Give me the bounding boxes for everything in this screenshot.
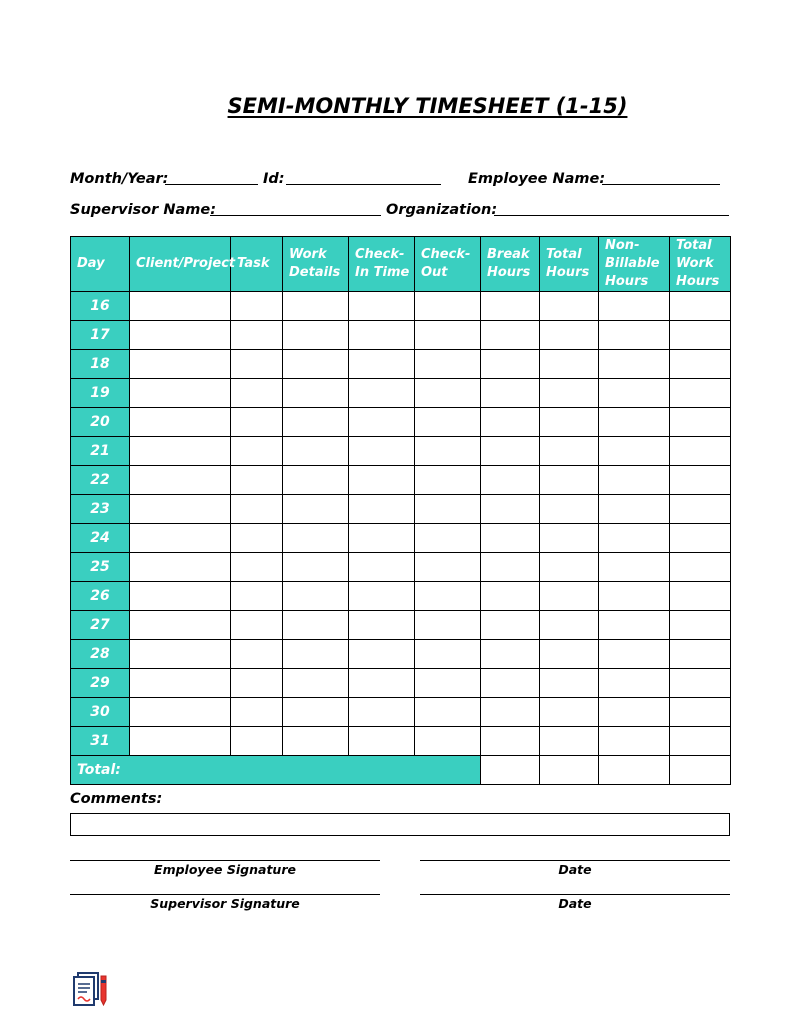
entry-cell[interactable] xyxy=(415,611,481,640)
entry-cell[interactable] xyxy=(540,524,599,553)
entry-cell[interactable] xyxy=(349,611,415,640)
entry-cell[interactable] xyxy=(130,698,231,727)
header-cell: Check- Out xyxy=(415,237,481,292)
entry-cell[interactable] xyxy=(130,553,231,582)
entry-cell[interactable] xyxy=(670,408,731,437)
day-cell: 28 xyxy=(71,640,130,669)
day-cell: 17 xyxy=(71,321,130,350)
entry-cell[interactable] xyxy=(540,669,599,698)
table-row xyxy=(71,321,731,350)
entry-cell[interactable] xyxy=(231,640,283,669)
entry-cell[interactable] xyxy=(283,727,349,756)
entry-cell[interactable] xyxy=(349,466,415,495)
entry-cell[interactable] xyxy=(599,669,670,698)
total-cell[interactable] xyxy=(540,756,599,785)
entry-cell[interactable] xyxy=(540,408,599,437)
entry-cell[interactable] xyxy=(540,350,599,379)
entry-cell[interactable] xyxy=(481,727,540,756)
entry-cell[interactable] xyxy=(540,437,599,466)
table-row xyxy=(71,495,731,524)
entry-cell[interactable] xyxy=(670,611,731,640)
entry-cell[interactable] xyxy=(481,350,540,379)
entry-cell[interactable] xyxy=(283,379,349,408)
date-line-2[interactable] xyxy=(420,894,730,895)
entry-cell[interactable] xyxy=(670,553,731,582)
organization-label: Organization: xyxy=(386,202,498,218)
entry-cell[interactable] xyxy=(415,408,481,437)
entry-cell[interactable] xyxy=(599,321,670,350)
table-row xyxy=(71,669,731,698)
entry-cell[interactable] xyxy=(130,582,231,611)
table-row xyxy=(71,727,731,756)
entry-cell[interactable] xyxy=(415,698,481,727)
entry-cell[interactable] xyxy=(130,379,231,408)
entry-cell[interactable] xyxy=(349,292,415,321)
entry-cell[interactable] xyxy=(481,495,540,524)
entry-cell[interactable] xyxy=(283,466,349,495)
entry-cell[interactable] xyxy=(415,292,481,321)
entry-cell[interactable] xyxy=(481,582,540,611)
entry-cell[interactable] xyxy=(130,437,231,466)
entry-cell[interactable] xyxy=(670,582,731,611)
table-row xyxy=(71,292,731,321)
entry-cell[interactable] xyxy=(231,727,283,756)
entry-cell[interactable] xyxy=(540,379,599,408)
entry-cell[interactable] xyxy=(130,466,231,495)
supervisor-name-field[interactable] xyxy=(210,215,381,216)
header-cell: Total Hours xyxy=(540,237,599,292)
entry-cell[interactable] xyxy=(670,437,731,466)
day-cell: 30 xyxy=(71,698,130,727)
entry-cell[interactable] xyxy=(670,524,731,553)
organization-field[interactable] xyxy=(494,215,729,216)
entry-cell[interactable] xyxy=(415,379,481,408)
header-cell: Work Details xyxy=(283,237,349,292)
comments-label: Comments: xyxy=(70,791,163,807)
entry-cell[interactable] xyxy=(670,698,731,727)
table-row xyxy=(71,553,731,582)
entry-cell[interactable] xyxy=(540,582,599,611)
entry-cell[interactable] xyxy=(481,466,540,495)
entry-cell[interactable] xyxy=(670,669,731,698)
entry-cell[interactable] xyxy=(415,321,481,350)
entry-cell[interactable] xyxy=(283,582,349,611)
entry-cell[interactable] xyxy=(599,408,670,437)
table-row xyxy=(71,408,731,437)
entry-cell[interactable] xyxy=(415,466,481,495)
entry-cell[interactable] xyxy=(130,495,231,524)
entry-cell[interactable] xyxy=(349,727,415,756)
header-cell: Check- In Time xyxy=(349,237,415,292)
entry-cell[interactable] xyxy=(130,611,231,640)
timesheet-table xyxy=(70,236,731,785)
entry-cell[interactable] xyxy=(349,408,415,437)
entry-cell[interactable] xyxy=(130,408,231,437)
entry-cell[interactable] xyxy=(599,466,670,495)
entry-cell[interactable] xyxy=(670,727,731,756)
table-row xyxy=(71,466,731,495)
document-logo-icon xyxy=(72,970,112,1010)
total-label: Total: xyxy=(71,756,481,785)
entry-cell[interactable] xyxy=(231,350,283,379)
entry-cell[interactable] xyxy=(481,437,540,466)
entry-cell[interactable] xyxy=(481,640,540,669)
entry-cell[interactable] xyxy=(415,582,481,611)
entry-cell[interactable] xyxy=(283,437,349,466)
entry-cell[interactable] xyxy=(349,495,415,524)
total-cell[interactable] xyxy=(599,756,670,785)
entry-cell[interactable] xyxy=(231,524,283,553)
entry-cell[interactable] xyxy=(130,524,231,553)
total-cell[interactable] xyxy=(481,756,540,785)
comments-field[interactable] xyxy=(70,813,730,836)
table-row xyxy=(71,524,731,553)
employee-signature-label: Employee Signature xyxy=(154,862,296,877)
header-cell: Non- Billable Hours xyxy=(599,237,670,292)
table-row xyxy=(71,437,731,466)
entry-cell[interactable] xyxy=(599,727,670,756)
header-cell: Task xyxy=(231,237,283,292)
entry-cell[interactable] xyxy=(283,495,349,524)
entry-cell[interactable] xyxy=(670,321,731,350)
entry-cell[interactable] xyxy=(415,553,481,582)
entry-cell[interactable] xyxy=(349,698,415,727)
entry-cell[interactable] xyxy=(481,669,540,698)
day-cell: 29 xyxy=(71,669,130,698)
entry-cell[interactable] xyxy=(283,321,349,350)
entry-cell[interactable] xyxy=(415,727,481,756)
header-cell: Day xyxy=(71,237,130,292)
day-cell: 26 xyxy=(71,582,130,611)
entry-cell[interactable] xyxy=(130,640,231,669)
entry-cell[interactable] xyxy=(481,408,540,437)
day-cell: 16 xyxy=(71,292,130,321)
entry-cell[interactable] xyxy=(283,698,349,727)
entry-cell[interactable] xyxy=(599,495,670,524)
entry-cell[interactable] xyxy=(283,408,349,437)
supervisor-signature-label: Supervisor Signature xyxy=(150,896,300,911)
date-label-2: Date xyxy=(558,896,592,911)
table-row xyxy=(71,611,731,640)
entry-cell[interactable] xyxy=(415,640,481,669)
entry-cell[interactable] xyxy=(231,582,283,611)
total-row xyxy=(71,756,731,785)
entry-cell[interactable] xyxy=(130,321,231,350)
entry-cell[interactable] xyxy=(540,611,599,640)
entry-cell[interactable] xyxy=(349,524,415,553)
entry-cell[interactable] xyxy=(670,640,731,669)
day-cell: 23 xyxy=(71,495,130,524)
entry-cell[interactable] xyxy=(415,669,481,698)
entry-cell[interactable] xyxy=(283,350,349,379)
entry-cell[interactable] xyxy=(599,640,670,669)
table-row xyxy=(71,350,731,379)
entry-cell[interactable] xyxy=(283,553,349,582)
date-line-1[interactable] xyxy=(420,860,730,861)
entry-cell[interactable] xyxy=(231,437,283,466)
header-cell: Break Hours xyxy=(481,237,540,292)
entry-cell[interactable] xyxy=(540,640,599,669)
entry-cell[interactable] xyxy=(599,437,670,466)
entry-cell[interactable] xyxy=(481,553,540,582)
entry-cell[interactable] xyxy=(599,524,670,553)
entry-cell[interactable] xyxy=(599,350,670,379)
entry-cell[interactable] xyxy=(540,495,599,524)
entry-cell[interactable] xyxy=(670,495,731,524)
day-cell: 19 xyxy=(71,379,130,408)
day-cell: 24 xyxy=(71,524,130,553)
entry-cell[interactable] xyxy=(599,582,670,611)
entry-cell[interactable] xyxy=(670,292,731,321)
entry-cell[interactable] xyxy=(670,466,731,495)
entry-cell[interactable] xyxy=(540,698,599,727)
entry-cell[interactable] xyxy=(349,640,415,669)
entry-cell[interactable] xyxy=(349,582,415,611)
entry-cell[interactable] xyxy=(283,524,349,553)
table-row xyxy=(71,582,731,611)
day-cell: 20 xyxy=(71,408,130,437)
table-row xyxy=(71,698,731,727)
entry-cell[interactable] xyxy=(349,350,415,379)
month-year-field[interactable] xyxy=(165,184,258,185)
entry-cell[interactable] xyxy=(349,669,415,698)
entry-cell[interactable] xyxy=(130,727,231,756)
month-year-label: Month/Year: xyxy=(70,171,169,187)
entry-cell[interactable] xyxy=(231,466,283,495)
entry-cell[interactable] xyxy=(349,379,415,408)
entry-cell[interactable] xyxy=(415,495,481,524)
day-cell: 31 xyxy=(71,727,130,756)
employee-signature-line[interactable] xyxy=(70,860,380,861)
entry-cell[interactable] xyxy=(670,379,731,408)
day-cell: 27 xyxy=(71,611,130,640)
supervisor-signature-line[interactable] xyxy=(70,894,380,895)
header-cell: Total Work Hours xyxy=(670,237,731,292)
entry-cell[interactable] xyxy=(231,611,283,640)
entry-cell[interactable] xyxy=(481,379,540,408)
entry-cell[interactable] xyxy=(130,292,231,321)
entry-cell[interactable] xyxy=(349,321,415,350)
entry-cell[interactable] xyxy=(130,669,231,698)
entry-cell[interactable] xyxy=(481,321,540,350)
entry-cell[interactable] xyxy=(481,292,540,321)
entry-cell[interactable] xyxy=(231,495,283,524)
entry-cell[interactable] xyxy=(283,640,349,669)
entry-cell[interactable] xyxy=(283,292,349,321)
day-cell: 18 xyxy=(71,350,130,379)
table-row xyxy=(71,640,731,669)
entry-cell[interactable] xyxy=(540,466,599,495)
entry-cell[interactable] xyxy=(231,321,283,350)
entry-cell[interactable] xyxy=(599,379,670,408)
entry-cell[interactable] xyxy=(540,553,599,582)
entry-cell[interactable] xyxy=(349,553,415,582)
entry-cell[interactable] xyxy=(283,669,349,698)
entry-cell[interactable] xyxy=(415,524,481,553)
entry-cell[interactable] xyxy=(130,350,231,379)
day-cell: 22 xyxy=(71,466,130,495)
entry-cell[interactable] xyxy=(599,698,670,727)
employee-name-field[interactable] xyxy=(602,184,720,185)
id-field[interactable] xyxy=(286,184,441,185)
page-title: SEMI-MONTHLY TIMESHEET (1-15) xyxy=(227,94,628,118)
date-label-1: Date xyxy=(558,862,592,877)
header-cell: Client/Project xyxy=(130,237,231,292)
entry-cell[interactable] xyxy=(481,611,540,640)
entry-cell[interactable] xyxy=(349,437,415,466)
entry-cell[interactable] xyxy=(540,321,599,350)
entry-cell[interactable] xyxy=(670,350,731,379)
entry-cell[interactable] xyxy=(231,669,283,698)
entry-cell[interactable] xyxy=(415,350,481,379)
entry-cell[interactable] xyxy=(481,698,540,727)
supervisor-name-label: Supervisor Name: xyxy=(70,202,217,218)
entry-cell[interactable] xyxy=(231,408,283,437)
table-row xyxy=(71,379,731,408)
day-cell: 25 xyxy=(71,553,130,582)
entry-cell[interactable] xyxy=(415,437,481,466)
header-row xyxy=(71,237,731,292)
entry-cell[interactable] xyxy=(283,611,349,640)
entry-cell[interactable] xyxy=(540,292,599,321)
id-label: Id: xyxy=(263,171,285,187)
entry-cell[interactable] xyxy=(231,698,283,727)
entry-cell[interactable] xyxy=(231,379,283,408)
entry-cell[interactable] xyxy=(231,292,283,321)
total-cell[interactable] xyxy=(670,756,731,785)
entry-cell[interactable] xyxy=(599,292,670,321)
entry-cell[interactable] xyxy=(599,611,670,640)
employee-name-label: Employee Name: xyxy=(468,171,606,187)
entry-cell[interactable] xyxy=(481,524,540,553)
entry-cell[interactable] xyxy=(540,727,599,756)
entry-cell[interactable] xyxy=(231,553,283,582)
entry-cell[interactable] xyxy=(599,553,670,582)
day-cell: 21 xyxy=(71,437,130,466)
